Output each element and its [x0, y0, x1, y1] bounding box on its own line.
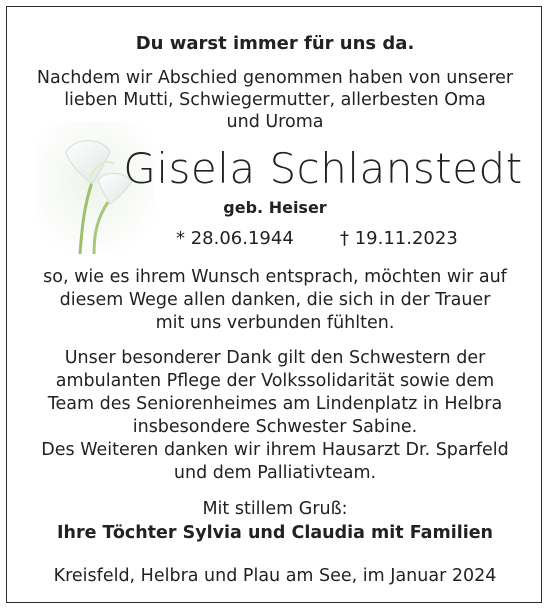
special-thanks-line-4: insbesondere Schwester Sabine. — [132, 417, 418, 437]
deceased-name: Gisela Schlanstedt — [123, 144, 523, 193]
thanks-line-2: diesem Wege allen danken, die sich in der Trauer — [59, 290, 491, 310]
maiden-name: geb. Heiser — [223, 198, 327, 217]
intro-line-3: und Uroma — [226, 112, 324, 132]
thanks-line-1: so, wie es ihrem Wunsch entsprach, möchten wir auf — [43, 267, 507, 287]
intro-line-1: Nachdem wir Abschied genommen haben von unserer — [36, 68, 514, 88]
thanks-line-3: mit uns verbunden fühlten. — [155, 313, 395, 333]
greeting: Mit stillem Gruß: — [202, 499, 348, 519]
birth-date: * 28.06.1944 — [176, 228, 294, 249]
signature: Ihre Töchter Sylvia und Claudia mit Familien — [56, 523, 494, 543]
intro-line-2: lieben Mutti, Schwiegermutter, allerbesten Oma — [64, 90, 486, 110]
death-date: † 19.11.2023 — [340, 228, 458, 249]
special-thanks-line-1: Unser besonderer Dank gilt den Schwestern der — [64, 348, 486, 368]
place-date: Kreisfeld, Helbra und Plau am See, im Januar 2024 — [53, 566, 497, 586]
heading: Du warst immer für uns da. — [135, 33, 415, 54]
special-thanks-line-5: Des Weiteren danken wir ihrem Hausarzt Dr. Sparfeld — [41, 440, 509, 460]
special-thanks-line-6: und dem Palliativteam. — [173, 463, 377, 483]
special-thanks-line-2: ambulanten Pflege der Volkssolidarität sowie dem — [55, 371, 495, 391]
special-thanks-line-3: Team des Seniorenheimes am Lindenplatz in Helbra — [47, 394, 503, 414]
